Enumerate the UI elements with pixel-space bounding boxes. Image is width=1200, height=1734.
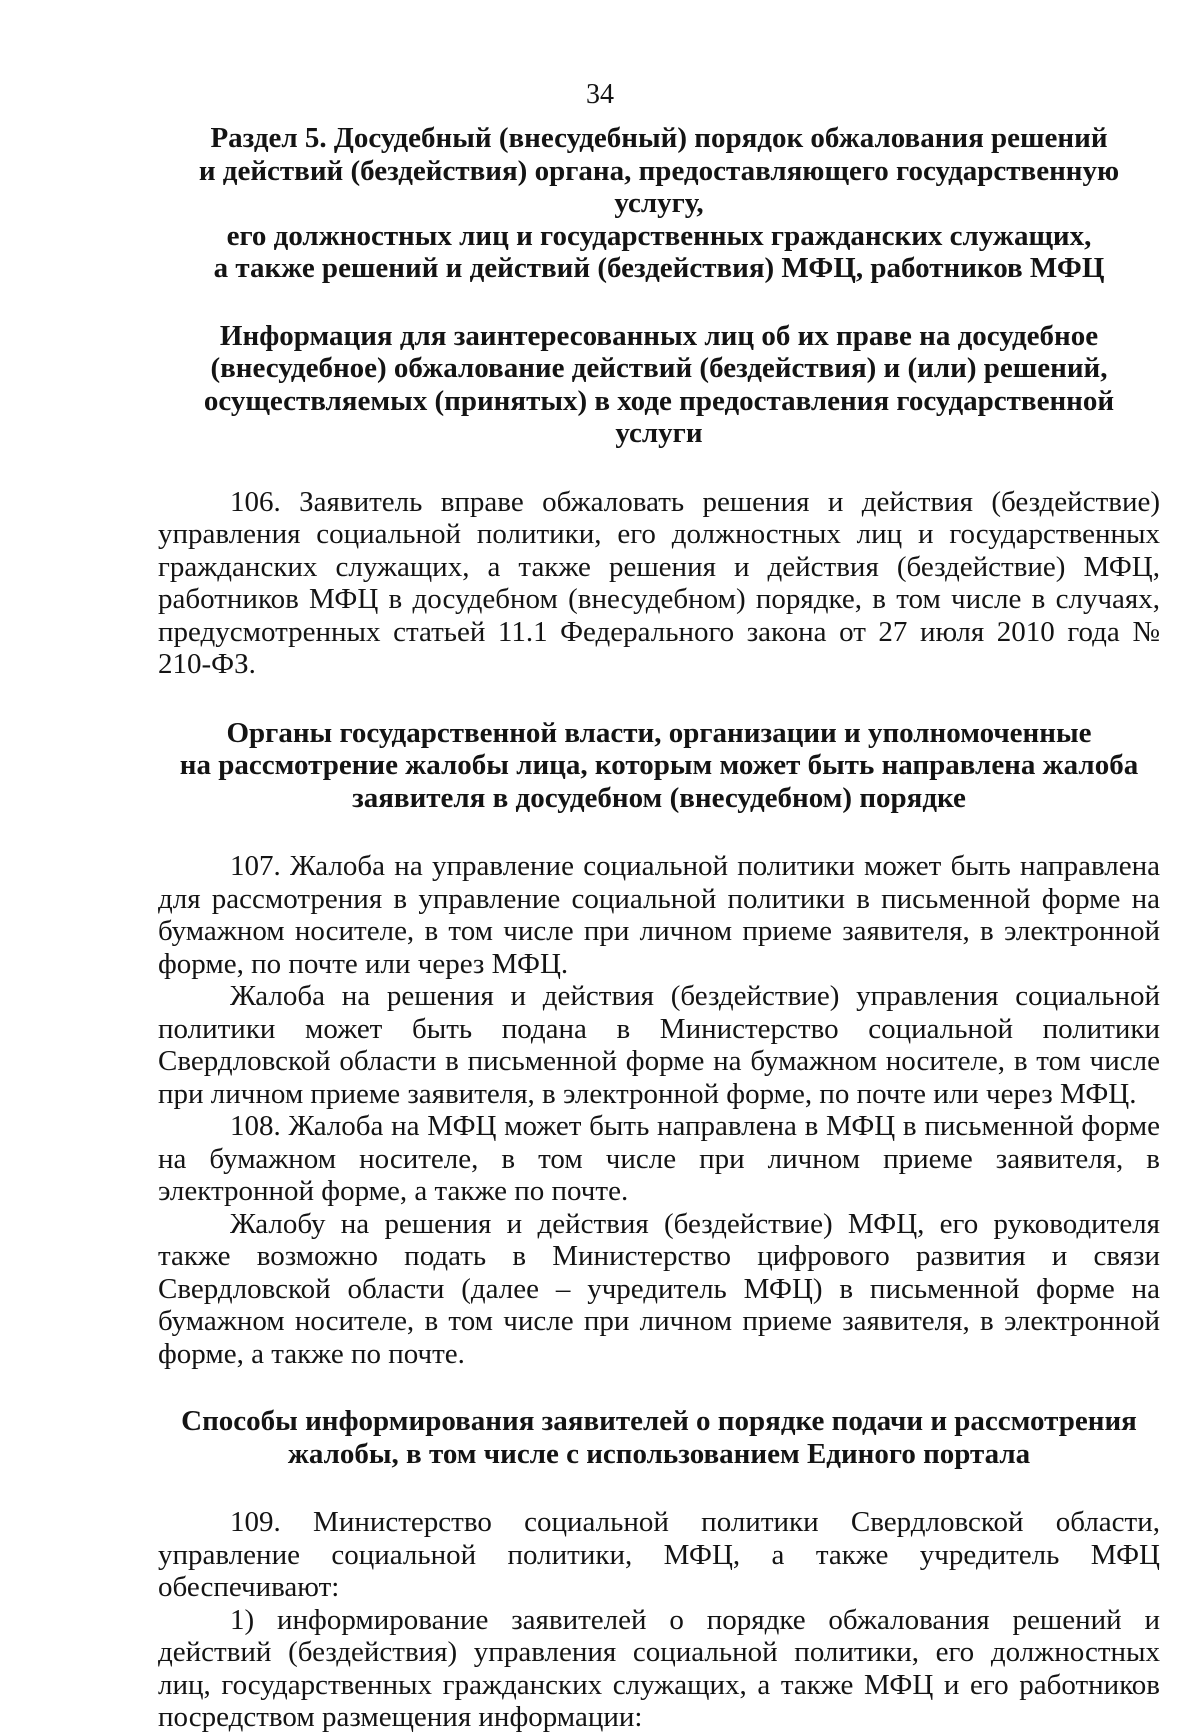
paragraph-106: 106. Заявитель вправе обжаловать решения и действия (бездействие) управления социальной политики, его должностных лиц и государственных гражданских служащих, а также решения и действия (бездействие) МФЦ, работников МФЦ в досудебном (внесудебном) порядке, в том числе в случаях, предусмотренных статьей 11.1 Федерального закона от 27 июля 2010 года № 210-ФЗ.: [158, 485, 1160, 680]
info-heading: [158, 320, 1160, 450]
section-heading-line: его должностных лиц и государственных гражданских служащих,: [226, 219, 1092, 252]
info-heading-line: осуществляемых (принятых) в ходе предоставления государственной услуги: [203, 384, 1115, 449]
section-heading-line: а также решений и действий (бездействия) МФЦ, работников МФЦ: [213, 252, 1105, 284]
info-heading-line: Информация для заинтересованных лиц об их праве на досудебное: [219, 319, 1099, 352]
organs-heading-line: Органы государственной власти, организации и уполномоченные: [226, 716, 1092, 749]
paragraph-108-continued: Жалобу на решения и действия (бездействие) МФЦ, его руководителя также возможно подать в Министерство цифрового развития и связи Свердловской области (далее – учредитель МФЦ) в письменной форме на бумажном носителе, в том числе при личном приеме заявителя, в электронной форме, а также по почте.: [158, 1207, 1160, 1370]
methods-heading-line: Способы информирования заявителей о порядке подачи и рассмотрения: [181, 1405, 1137, 1437]
paragraph-108: 108. Жалоба на МФЦ может быть направлена в МФЦ в письменной форме на бумажном носителе, в том числе при личном приеме заявителя, в электронной форме, а также по почте.: [158, 1110, 1160, 1207]
organs-heading-line: заявителя в досудебном (внесудебном) порядке: [352, 781, 966, 814]
info-heading-line: (внесудебное) обжалование действий (бездействия) и (или) решений,: [210, 352, 1108, 384]
section-heading: [158, 122, 1160, 285]
section-heading-line: и действий (бездействия) органа, предоставляющего государственную услугу,: [198, 154, 1120, 219]
organs-heading-line: на рассмотрение жалобы лица, которым может быть направлена жалоба: [179, 749, 1139, 781]
methods-heading: [158, 1405, 1160, 1470]
paragraph-107-continued: Жалоба на решения и действия (бездействие) управления социальной политики может быть подана в Министерство социальной политики Свердловской области в письменной форме на бумажном носителе, в том числе при личном приеме заявителя, в электронной форме, по почте или через МФЦ.: [158, 980, 1160, 1110]
organs-heading: [158, 717, 1160, 815]
section-heading-line: Раздел 5. Досудебный (внесудебный) порядок обжалования решений: [210, 122, 1108, 154]
page-number: 34: [586, 79, 614, 110]
paragraph-109: 109. Министерство социальной политики Свердловской области, управление социальной политики, МФЦ, а также учредитель МФЦ обеспечивают:: [158, 1506, 1160, 1603]
methods-heading-line: жалобы, в том числе с использованием Единого портала: [287, 1437, 1031, 1470]
page-body: [158, 122, 1160, 1734]
paragraph-109-item-1: 1) информирование заявителей о порядке обжалования решений и действий (бездействия) управления социальной политики, его должностных лиц, государственных гражданских служащих, а также МФЦ и его работников посредством размещения информации:: [158, 1603, 1160, 1733]
paragraph-107: 107. Жалоба на управление социальной политики может быть направлена для рассмотрения в управление социальной политики в письменной форме на бумажном носителе, в том числе при личном приеме заявителя, в электронной форме, по почте или через МФЦ.: [158, 850, 1160, 980]
